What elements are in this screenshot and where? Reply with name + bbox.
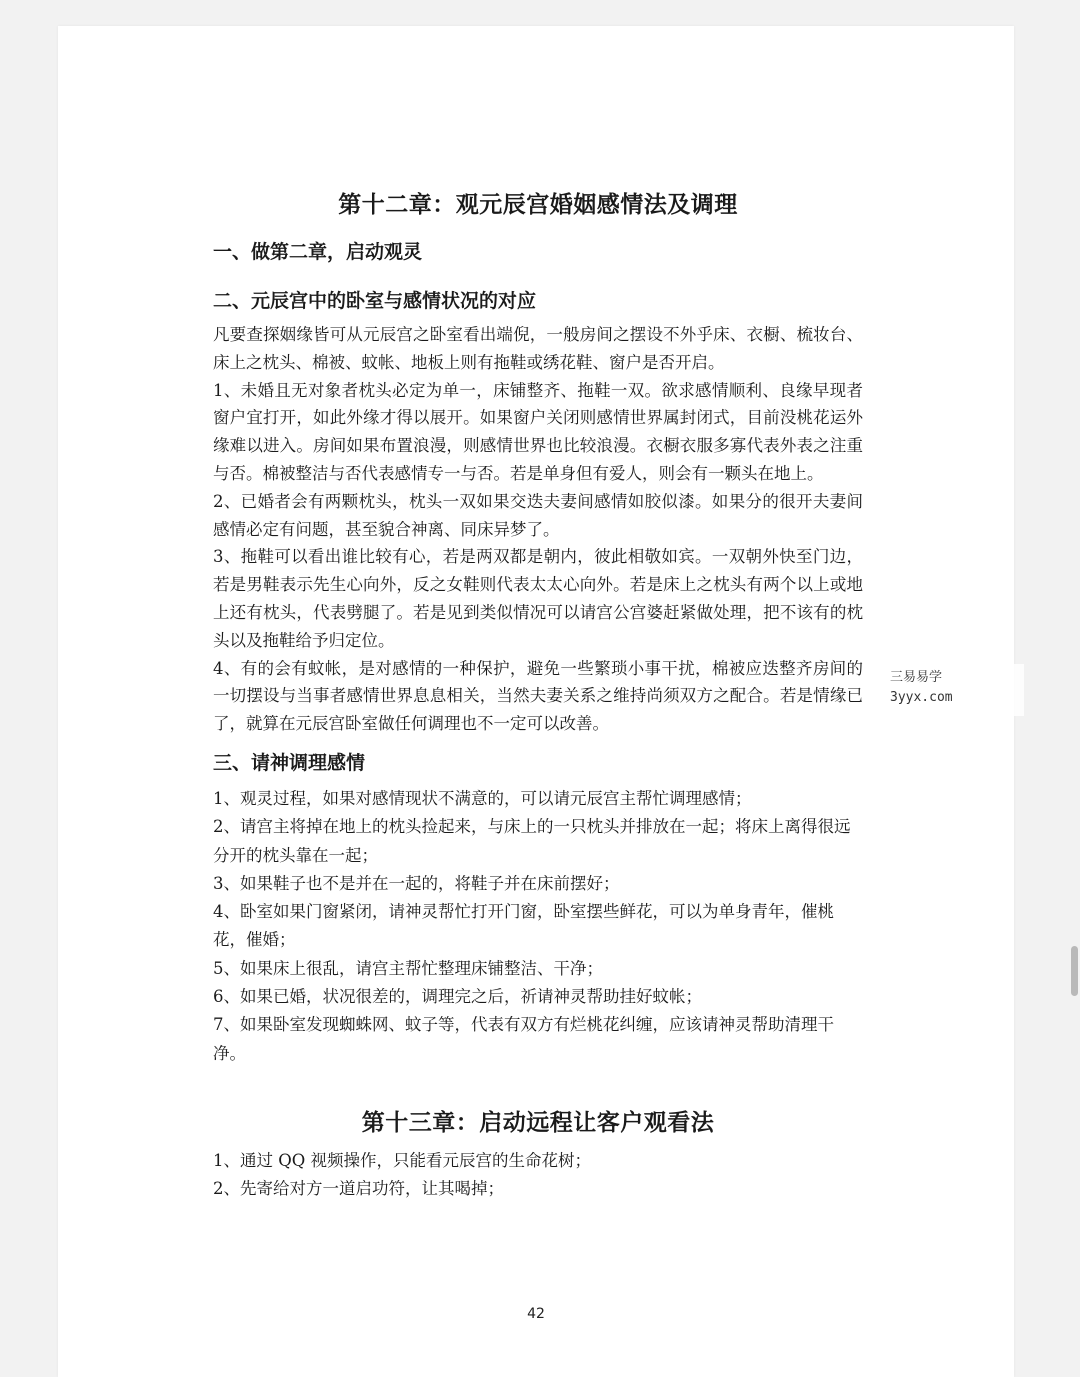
section-3-item: 7、如果卧室发现蜘蛛网、蚊子等，代表有双方有烂桃花纠缠，应该请神灵帮助清理干净。 [213, 1015, 834, 1063]
scrollbar-thumb[interactable] [1071, 946, 1078, 996]
section-3-item: 2、请宫主将掉在地上的枕头捡起来，与床上的一只枕头并排放在一起；将床上离得很远分开的枕头靠在一起； [213, 817, 851, 865]
section-2-paragraph: 1、未婚且无对象者枕头必定为单一，床铺整齐、拖鞋一双。欲求感情顺利、良缘早现者窗户宜打开，如此外缘才得以展开。如果窗户关闭则感情世界属封闭式，目前没桃花运外缘难以进入。房间如果布置浪漫，则感情世界也比较浪漫。衣橱衣服多寡代表外表之注重与否。棉被整洁与否代表感情专一与否。若是单身但有爱人，则会有一颗头在地上。 [213, 380, 863, 483]
section-2-paragraph: 3、拖鞋可以看出谁比较有心，若是两双都是朝内，彼此相敬如宾。一双朝外快至门边，若是男鞋表示先生心向外，反之女鞋则代表太太心向外。若是床上之枕头有两个以上或地上还有枕头，代表劈腿了。若是见到类似情况可以请宫公宫婆赶紧做处理，把不该有的枕头以及拖鞋给予归定位。 [213, 547, 863, 650]
watermark-line-2: 3yyx.com [890, 690, 953, 705]
chapter-13-item: 2、先寄给对方一道启功符，让其喝掉； [213, 1179, 504, 1199]
chapter-13-item: 1、通过 QQ 视频操作，只能看元辰宫的生命花树； [213, 1150, 592, 1170]
section-3-item: 5、如果床上很乱，请宫主帮忙整理床铺整洁、干净； [213, 958, 603, 978]
section-3-item: 4、卧室如果门窗紧闭，请神灵帮忙打开门窗，卧室摆些鲜花，可以为单身青年，催桃花，催婚； [213, 902, 834, 950]
section-2-paragraph: 2、已婚者会有两颗枕头，枕头一双如果交迭夫妻间感情如胶似漆。如果分的很开夫妻间感情必定有问题，甚至貌合神离、同床异梦了。 [213, 491, 863, 539]
section-3-item: 6、如果已婚，状况很差的，调理完之后，祈请神灵帮助挂好蚊帐； [213, 987, 702, 1007]
page-number: 42 [527, 1306, 545, 1322]
section-2-title: 二、元辰宫中的卧室与感情状况的对应 [213, 290, 537, 312]
section-2-paragraph: 4、有的会有蚊帐，是对感情的一种保护，避免一些繁琐小事干扰，棉被应迭整齐房间的一切摆设与当事者感情世界息息相关，当然夫妻关系之维持尚须双方之配合。若是情缘已了，就算在元辰宫卧室做任何调理也不一定可以改善。 [213, 658, 863, 734]
section-3-title: 三、请神调理感情 [213, 751, 366, 774]
section-2-paragraph: 凡要查探姻缘皆可从元辰宫之卧室看出端倪，一般房间之摆设不外乎床、衣橱、梳妆台、床上之枕头、棉被、蚊帐、地板上则有拖鞋或绣花鞋、窗户是否开启。 [213, 325, 863, 372]
site-watermark [864, 664, 1024, 716]
watermark-line-1: 三易易学 [890, 670, 943, 685]
section-3-item: 3、如果鞋子也不是并在一起的，将鞋子并在床前摆好； [213, 873, 620, 893]
chapter-13-title: 第十三章：启动远程让客户观看法 [361, 1108, 715, 1136]
section-1-title: 一、做第二章，启动观灵 [213, 241, 423, 263]
page-content [213, 186, 863, 1204]
section-3-item: 1、观灵过程，如果对感情现状不满意的，可以请元辰宫主帮忙调理感情； [213, 788, 752, 808]
chapter-12-title: 第十二章：观元辰宫婚姻感情法及调理 [338, 191, 738, 218]
